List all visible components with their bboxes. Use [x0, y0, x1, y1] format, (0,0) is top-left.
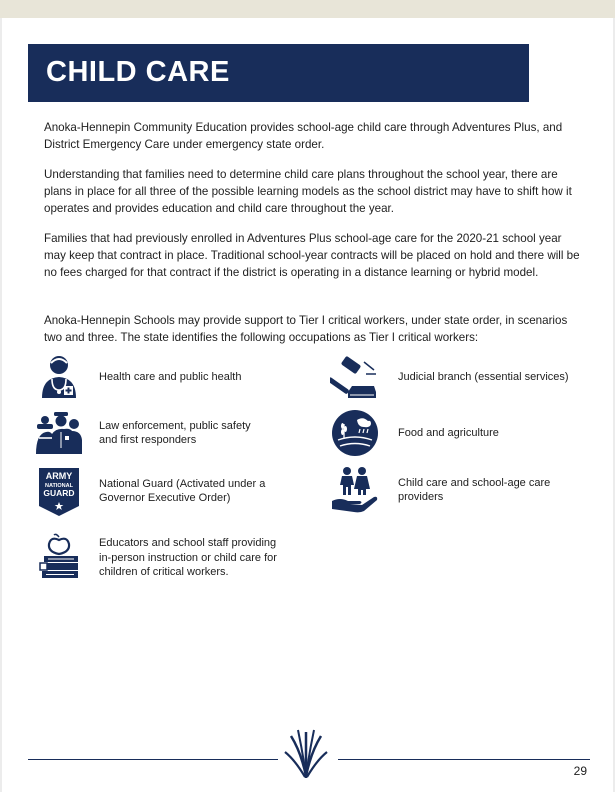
footer-divider-left — [28, 759, 278, 760]
paragraph-intro: Anoka-Hennepin Community Education provides school-age child care through Adventures Plus, and District Emergency Care under emergency state order. — [44, 121, 563, 151]
occupation-food — [330, 408, 590, 458]
first-responders-icon — [34, 408, 84, 458]
badge-text-national: NATIONAL — [44, 483, 74, 489]
page-title: CHILD CARE — [46, 56, 230, 88]
footer-divider-right — [338, 759, 590, 760]
health-worker-icon — [34, 352, 84, 402]
paragraph-contracts: Families that had previously enrolled in Adventures Plus school-age care for the 2020-21 school year may keep that contract in place. Traditional school-year contracts will be placed on hold and there will be no fees charged for that contract if the district is operating in a distance learning or hybrid model. — [44, 232, 580, 279]
books-apple-icon — [34, 532, 84, 582]
occupation-law-label: Law enforcement, public safety and first responders — [99, 419, 251, 446]
occupation-health — [34, 352, 284, 402]
title-banner — [28, 44, 529, 102]
occupation-guard — [34, 466, 284, 516]
occupation-health-label: Health care and public health — [99, 370, 242, 383]
occupation-law — [34, 408, 284, 458]
top-strip — [0, 0, 615, 18]
occupation-judicial-label: Judicial branch (essential services) — [398, 370, 569, 383]
occupation-judicial — [330, 352, 590, 402]
occupation-educators — [34, 530, 294, 582]
paragraph-plans: Understanding that families need to determine child care plans throughout the school year, there are plans in place for all three of the possible learning models as the school district may have to shift how it operates and provides education and child care throughout the year. — [44, 168, 572, 215]
badge-text-guard: GUARD — [43, 488, 75, 498]
badge-text-army: ARMY — [45, 471, 73, 481]
occupation-childcare — [330, 465, 590, 515]
paragraph-tier-one: Anoka-Hennepin Schools may provide support to Tier I critical workers, under state order, in scenarios two and three. The state identifies the following occupations as Tier I critical workers: — [44, 314, 568, 344]
hand-children-icon — [330, 465, 380, 515]
occupation-guard-label: National Guard (Activated under a Governor Executive Order) — [99, 477, 266, 504]
agriculture-globe-icon — [330, 408, 380, 458]
occupation-food-label: Food and agriculture — [398, 426, 499, 439]
occupation-childcare-label: Child care and school-age care providers — [398, 476, 551, 503]
page-number: 29 — [573, 764, 587, 778]
district-logo-icon — [283, 722, 329, 780]
gavel-icon — [330, 352, 380, 402]
page-edge-left — [0, 18, 2, 792]
army-badge-icon — [34, 466, 84, 516]
occupation-educators-label: Educators and school staff providing in-person instruction or child care for children of critical workers. — [99, 537, 277, 578]
